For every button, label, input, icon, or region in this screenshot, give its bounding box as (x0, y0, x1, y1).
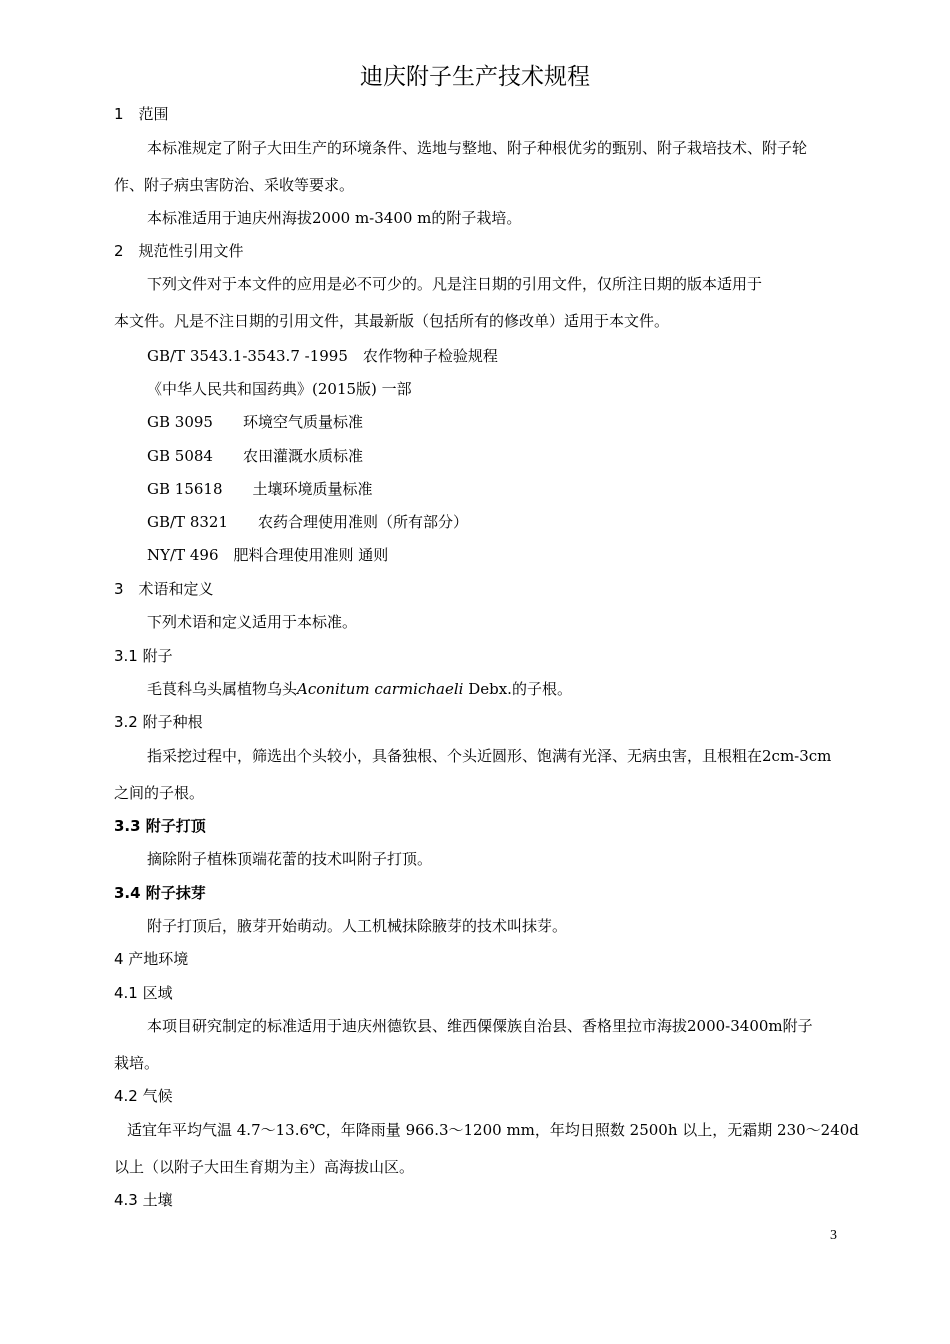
term-3-3-definition: 摘除附子植株顶端花蕾的技术叫附子打顶。 (147, 850, 433, 868)
reference-item: GB/T 8321 农药合理使用准则（所有部分） (147, 513, 469, 531)
reference-item: GB/T 3543.1-3543.7 -1995 农作物种子检验规程 (147, 347, 498, 365)
term-3-2-definition-line-1: 指采挖过程中，筛选出个头较小，具备独根、个头近圆形、饱满有光泽、无病虫害，且根粗在2cm-3cm (147, 747, 832, 765)
reference-item: GB 15618 土壤环境质量标准 (147, 480, 373, 498)
section-1-heading: 1 范围 (114, 105, 169, 123)
section-2-paragraph-line-1: 下列文件对于本文件的应用是必不可少的。凡是注日期的引用文件，仅所注日期的版本适用于 (147, 275, 763, 293)
reference-item: 《中华人民共和国药典》(2015版) 一部 (147, 380, 412, 398)
term-3-3-heading: 3.3 附子打顶 (114, 817, 206, 835)
section-4-3-heading: 4.3 土壤 (114, 1191, 173, 1209)
document-title: 迪庆附子生产技术规程 (360, 64, 590, 90)
section-1-paragraph-line-1: 本标准规定了附子大田生产的环境条件、选地与整地、附子种根优劣的甄别、附子栽培技术、附子轮 (147, 139, 808, 157)
definition-text: Debx.的子根。 (463, 680, 572, 698)
section-1-scope-text: 本标准适用于迪庆州海拔2000 m-3400 m的附子栽培。 (147, 209, 522, 227)
section-4-1-paragraph-line-1: 本项目研究制定的标准适用于迪庆州德钦县、维西傈僳族自治县、香格里拉市海拔2000-3400m附子 (147, 1017, 813, 1035)
section-1-paragraph-line-2: 作、附子病虫害防治、采收等要求。 (114, 176, 355, 194)
page-number: 3 (830, 1228, 837, 1243)
reference-item: GB 5084 农田灌溉水质标准 (147, 447, 363, 465)
section-2-heading: 2 规范性引用文件 (114, 242, 244, 260)
section-3-heading: 3 术语和定义 (114, 580, 214, 598)
definition-text: 毛茛科乌头属植物乌头 (147, 680, 298, 698)
section-4-2-paragraph-line-2: 以上（以附子大田生育期为主）高海拔山区。 (114, 1158, 415, 1176)
section-3-intro: 下列术语和定义适用于本标准。 (147, 613, 358, 631)
reference-item: GB 3095 环境空气质量标准 (147, 413, 363, 431)
term-3-2-definition-line-2: 之间的子根。 (114, 784, 205, 802)
term-3-4-heading: 3.4 附子抹芽 (114, 884, 206, 902)
section-2-paragraph-line-2: 本文件。凡是不注日期的引用文件，其最新版（包括所有的修改单）适用于本文件。 (114, 312, 670, 330)
section-4-2-heading: 4.2 气候 (114, 1087, 173, 1105)
section-4-1-heading: 4.1 区域 (114, 984, 173, 1002)
term-3-2-heading: 3.2 附子种根 (114, 713, 203, 731)
latin-name: Aconitum carmichaeli (297, 680, 464, 698)
term-3-1-heading: 3.1 附子 (114, 647, 173, 665)
section-4-1-paragraph-line-2: 栽培。 (114, 1054, 160, 1072)
section-4-heading: 4 产地环境 (114, 950, 189, 968)
term-3-1-definition (147, 678, 572, 700)
section-4-2-paragraph-line-1: 适宜年平均气温 4.7～13.6℃，年降雨量 966.3～1200 mm，年均日照数 2500h 以上，无霜期 230～240d (127, 1121, 859, 1139)
term-3-4-definition: 附子打顶后，腋芽开始萌动。人工机械抹除腋芽的技术叫抹芽。 (147, 917, 568, 935)
reference-item: NY/T 496 肥料合理使用准则 通则 (147, 546, 389, 564)
